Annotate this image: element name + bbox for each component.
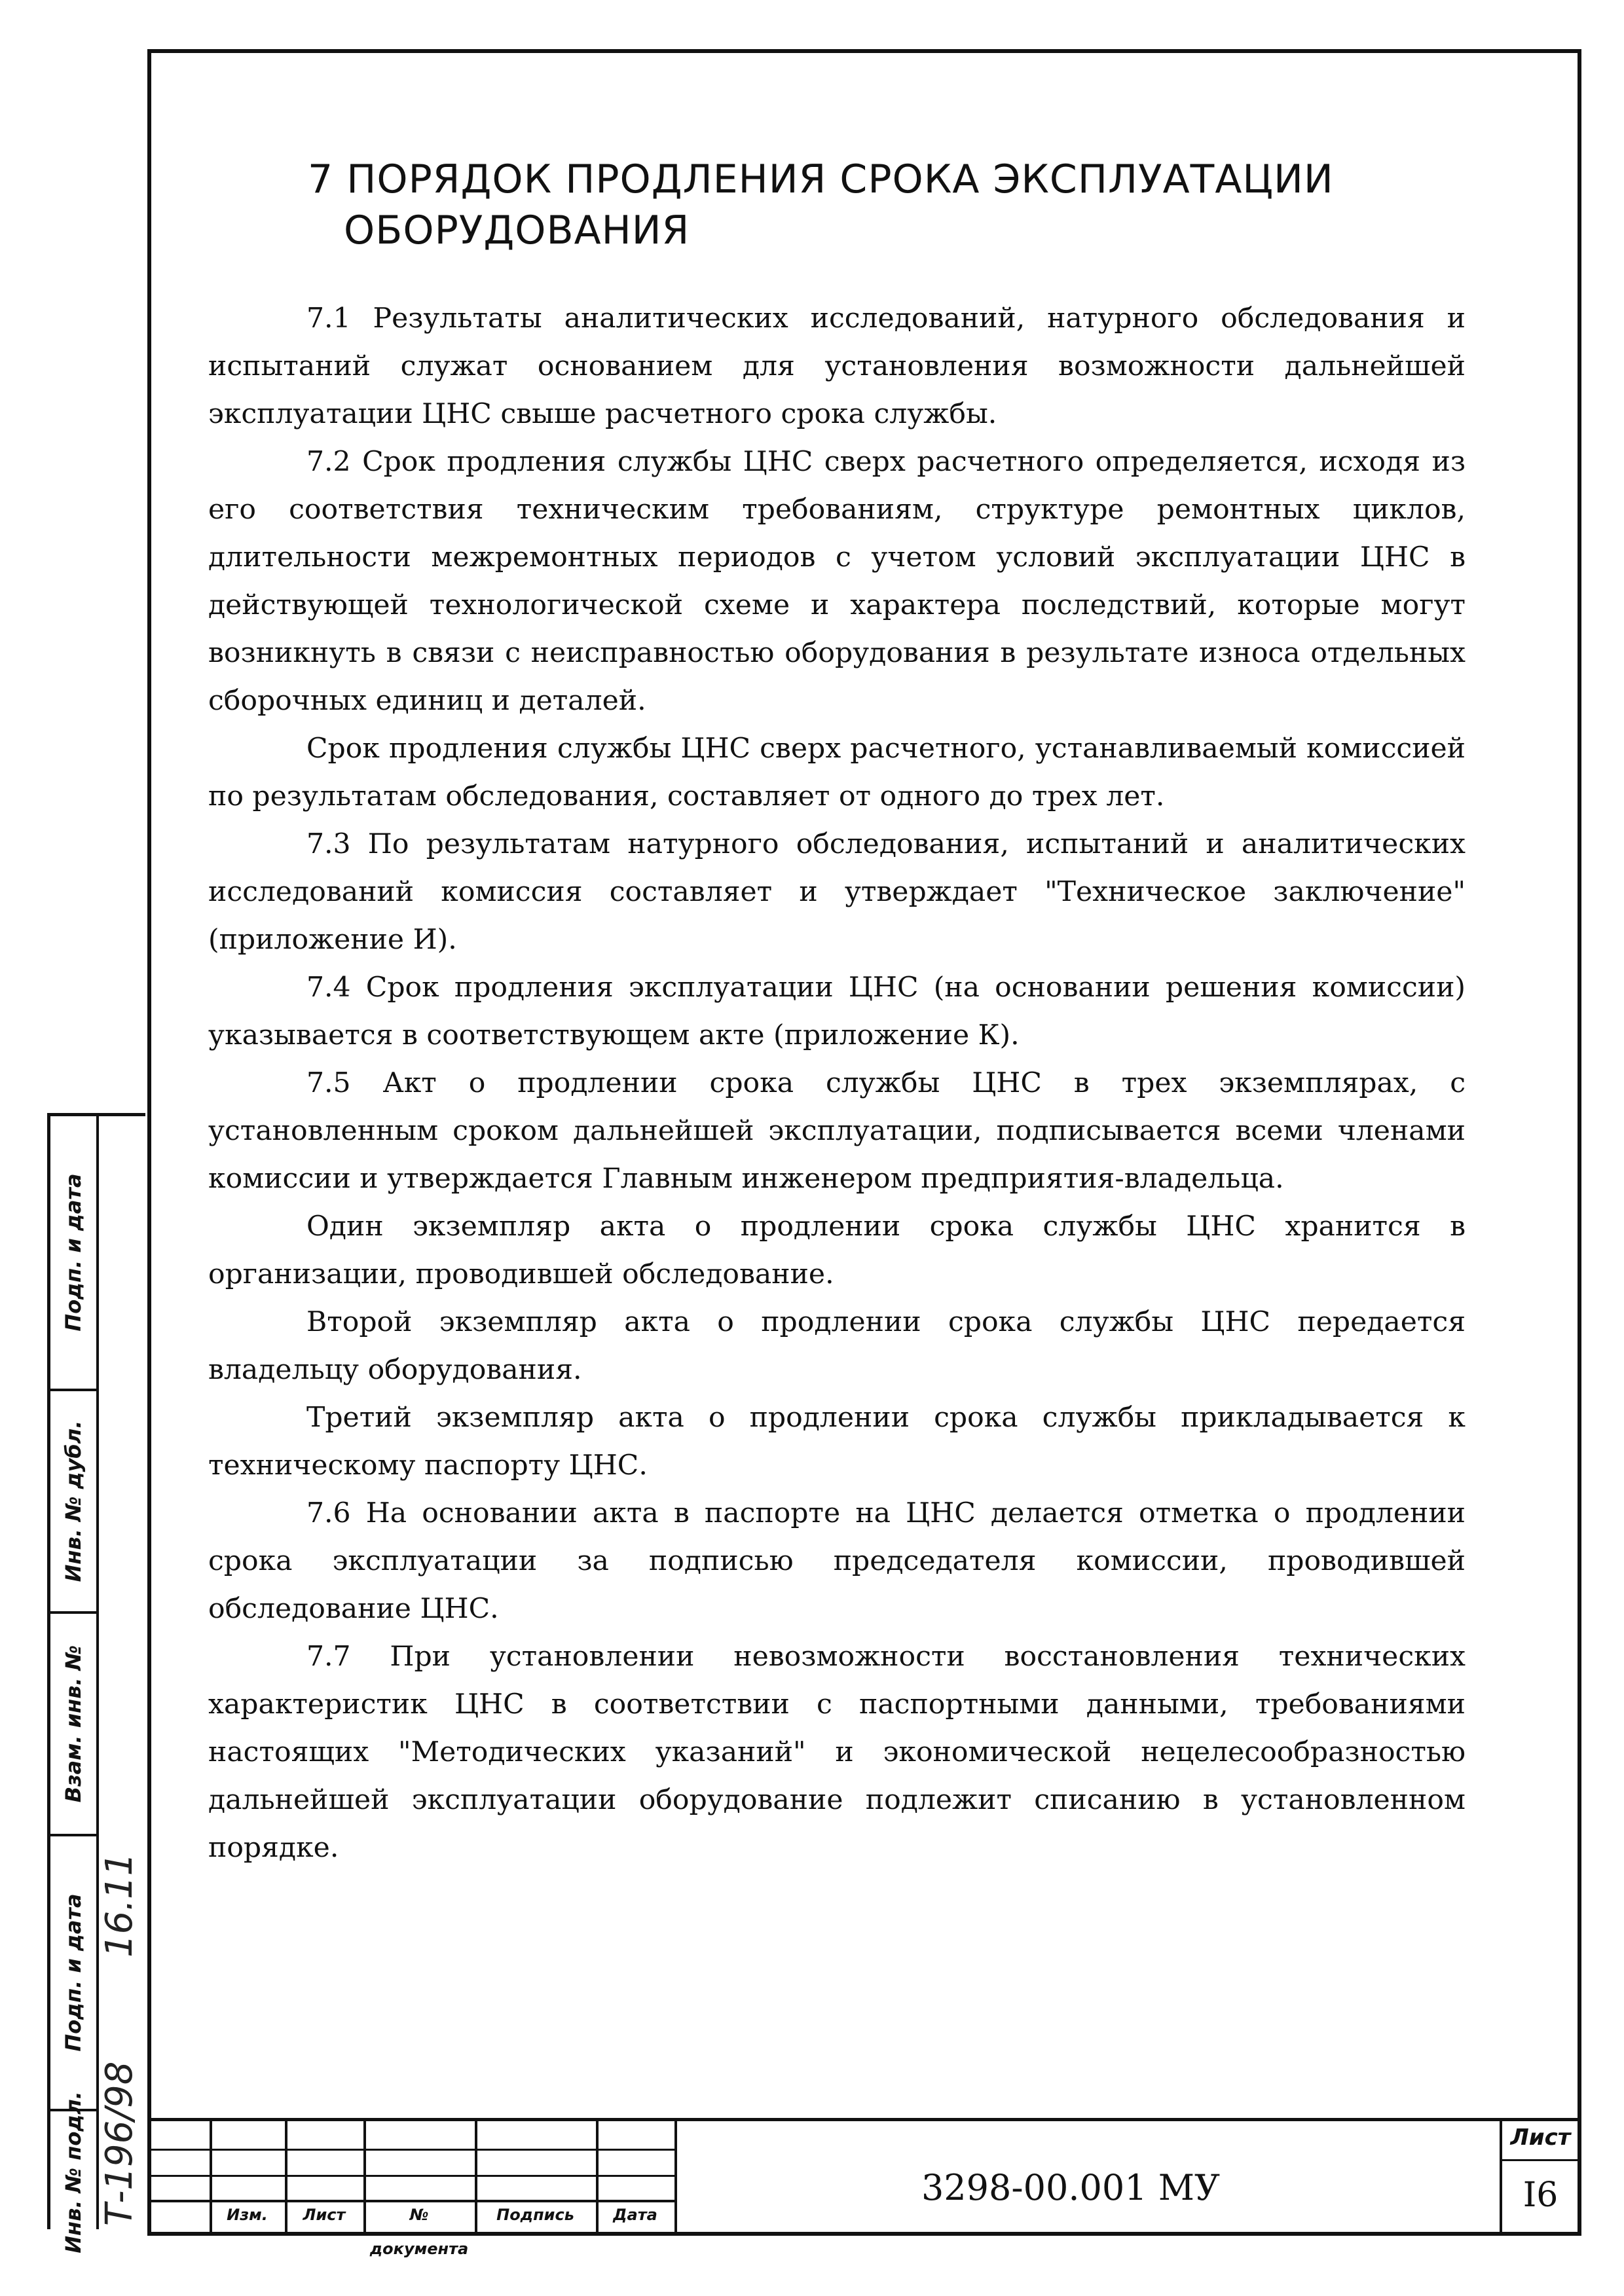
paragraph-7-7: 7.7 При установлении невозможности восстановления технических характеристик ЦНС в соответствии с паспортными данными, требованиями настоящих "Методических указаний" и экономической нецелесообразностью дальнейшей эксплуатации оборудование подлежит списанию в установленном порядке. [208,1641,1466,1864]
handwritten-inventory: Т-196/98 [98,2061,141,2226]
document-body [208,295,1466,1872]
side-cell-repl-inv [50,1614,96,1836]
side-label-orig-inv: Инв. № подл. [61,2090,86,2253]
side-label-sign-date-2: Подп. и дата [61,1893,86,2052]
side-label-repl-inv: Взам. инв. № [61,1645,86,1803]
document-code: 3298-00.001 МУ [921,2166,1221,2208]
stamp-row-line [147,2175,674,2177]
paragraph-copy-3: Третий экземпляр акта о продлении срока службы прикладывается к техническому паспорту ЦНС. [208,1402,1466,1482]
paragraph-7-3: 7.3 По результатам натурного обследования, испытаний и аналитических исследований комиссия составляет и утверждает "Техническое заключение" (приложение И). [208,828,1466,956]
paragraph-copy-1: Один экземпляр акта о продлении срока службы ЦНС хранится в организации, проводившей обследование. [208,1211,1466,1290]
sheet-label: Лист [1510,2124,1571,2151]
stamp-col-signature: Подпись [496,2206,574,2224]
stamp-col-document: № документа [369,2206,469,2258]
paragraph-7-1: 7.1 Результаты аналитических исследований, натурного обследования и испытаний служат основанием для установления возможности дальнейшей эксплуатации ЦНС свыше расчетного срока службы. [208,302,1466,430]
paragraph-7-4: 7.4 Срок продления эксплуатации ЦНС (на основании решения комиссии) указывается в соответствующем акте (приложение К). [208,972,1466,1051]
paragraph-copy-2: Второй экземпляр акта о продлении срока службы ЦНС передается владельцу оборудования. [208,1306,1466,1386]
handwritten-date: 16.11 [98,1852,141,1958]
side-cell-sign-date-2 [50,1836,96,2111]
section-title-line1: 7 ПОРЯДОК ПРОДЛЕНИЯ СРОКА ЭКСПЛУАТАЦИИ [308,156,1334,202]
stamp-col-change: Изм. [227,2206,268,2224]
side-cell-sign-date-1 [50,1116,96,1391]
side-label-sign-date-1: Подп. и дата [61,1173,86,1332]
side-cell-orig-inv [50,2090,96,2253]
paragraph-7-5: 7.5 Акт о продлении срока службы ЦНС в трех экземплярах, с установленным сроком дальнейшей эксплуатации, подписывается всеми членами комиссии и утверждается Главным инженером предприятия-владельца. [208,1067,1466,1195]
section-title [308,154,1486,256]
paragraph-7-2-term: Срок продления службы ЦНС сверх расчетного, устанавливаемый комиссией по результатам обследования, составляет от одного до трех лет. [208,733,1466,812]
side-cell-dup-inv [50,1391,96,1614]
stamp-col-sheet: Лист [303,2206,346,2224]
paragraph-7-6: 7.6 На основании акта в паспорте на ЦНС делается отметка о продлении срока эксплуатации за подписью председателя комиссии, проводившей обследование ЦНС. [208,1497,1466,1625]
stamp-col-date: Дата [613,2206,657,2224]
section-title-line2: ОБОРУДОВАНИЯ [344,208,690,253]
sheet-number: I6 [1522,2176,1559,2215]
side-label-dup-inv: Инв. № дубл. [61,1420,86,1582]
paragraph-7-2: 7.2 Срок продления службы ЦНС сверх расчетного определяется, исходя из его соответствия техническим требованиям, структуре ремонтных циклов, длительности межремонтных периодов с учетом условий эксплуатации ЦНС в действующей технологической схеме и характера последствий, которые могут возникнуть в связи с неисправностью оборудования в результате износа отдельных сборочных единиц и деталей. [208,446,1466,717]
stamp-row-line [147,2149,674,2151]
